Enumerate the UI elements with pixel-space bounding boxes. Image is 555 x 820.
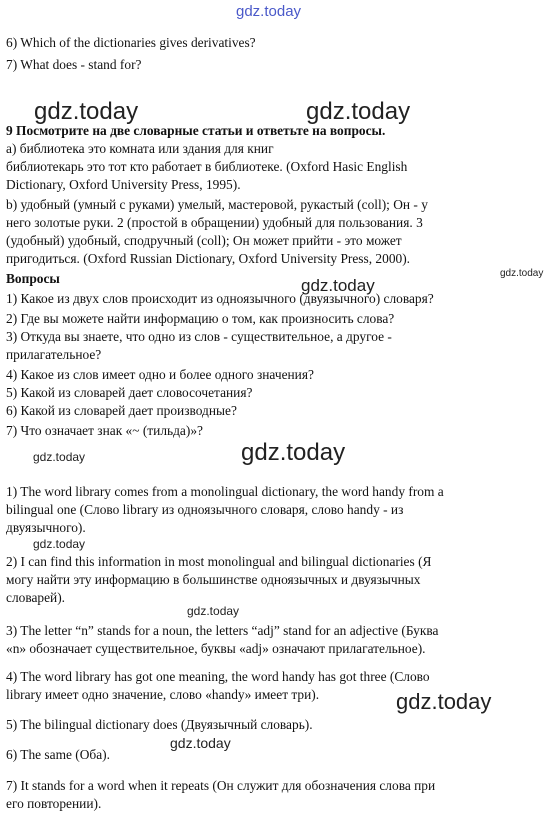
answer-7: его повторении). — [6, 796, 102, 811]
watermark: gdz.today — [33, 450, 86, 464]
answer-1: 1) The word library comes from a monolingual dictionary, the word handy from a — [6, 484, 444, 499]
answer-3: «n» обозначает существительное, буквы «adj» означают прилагательное). — [6, 641, 426, 656]
watermark: gdz.today — [500, 268, 544, 279]
watermark: gdz.today — [34, 98, 139, 125]
question: 3) Откуда вы знаете, что одно из слов - существительное, а другое - — [6, 329, 392, 344]
task-heading: 9 Посмотрите на две словарные статьи и ответьте на вопросы. — [6, 123, 386, 138]
answer-5: 5) The bilingual dictionary does (Двуязычный словарь). — [6, 717, 313, 732]
watermark: gdz.today — [241, 439, 346, 466]
watermark: gdz.today — [396, 689, 492, 714]
answer-4: 4) The word library has got one meaning, the word handy has got three (Слово — [6, 669, 430, 684]
watermark: gdz.today — [301, 276, 375, 295]
answer-2: словарей). — [6, 590, 66, 605]
question: 6) Какой из словарей дает производные? — [6, 403, 237, 418]
watermark: gdz.today — [306, 98, 411, 125]
entry-b-line: него золотые руки. 2 (простой в обращении) удобный для пользования. 3 — [6, 215, 423, 230]
entry-a-line: Dictionary, Oxford University Press, 1995). — [6, 177, 241, 192]
entry-a-line: a) библиотека это комната или здания для книг — [6, 141, 274, 156]
top-question-6: 6) Which of the dictionaries gives derivatives? — [6, 35, 256, 50]
question: 4) Какое из слов имеет одно и более одного значения? — [6, 367, 314, 382]
watermark: gdz.today — [170, 735, 231, 751]
question: 5) Какой из словарей дает словосочетания? — [6, 385, 253, 400]
entry-b-line: b) удобный (умный с руками) умелый, мастеровой, рукастый (coll); Он - у — [6, 197, 428, 212]
question: 7) Что означает знак «~ (тильда)»? — [6, 423, 203, 438]
entry-b-line: пригодиться. (Oxford Russian Dictionary, Oxford University Press, 2000). — [6, 251, 411, 266]
watermark-top: gdz.today — [236, 3, 302, 20]
watermark: gdz.today — [33, 537, 86, 551]
entry-a-line: библиотекарь это тот кто работает в библиотеке. (Oxford Hasic English — [6, 159, 408, 174]
answer-6: 6) The same (Оба). — [6, 747, 110, 762]
answer-2: могу найти эту информацию в большинстве одноязычных и двуязычных — [6, 572, 421, 587]
question: 2) Где вы можете найти информацию о том, как произносить слова? — [6, 311, 395, 326]
top-question-7: 7) What does - stand for? — [6, 57, 142, 72]
answer-4: library имеет одно значение, слово «handy» имеет три). — [6, 687, 320, 702]
answer-3: 3) The letter “n” stands for a noun, the letters “adj” stand for an adjective (Буква — [6, 623, 439, 638]
question: 1) Какое из двух слов происходит из одноязычного (двуязычного) словаря? — [6, 291, 434, 306]
question: прилагательное? — [6, 347, 102, 362]
answer-7: 7) It stands for a word when it repeats (Он служит для обозначения слова при — [6, 778, 436, 793]
entry-b-line: (удобный) удобный, сподручный (coll); Он может прийти - это может — [6, 233, 402, 248]
answer-2: 2) I can find this information in most monolingual and bilingual dictionaries (Я — [6, 554, 432, 569]
answer-1: двуязычного). — [6, 520, 86, 535]
questions-heading: Вопросы — [6, 271, 60, 286]
watermark: gdz.today — [187, 604, 240, 618]
answer-1: bilingual one (Слово library из одноязычного словаря, слово handy - из — [6, 502, 404, 517]
